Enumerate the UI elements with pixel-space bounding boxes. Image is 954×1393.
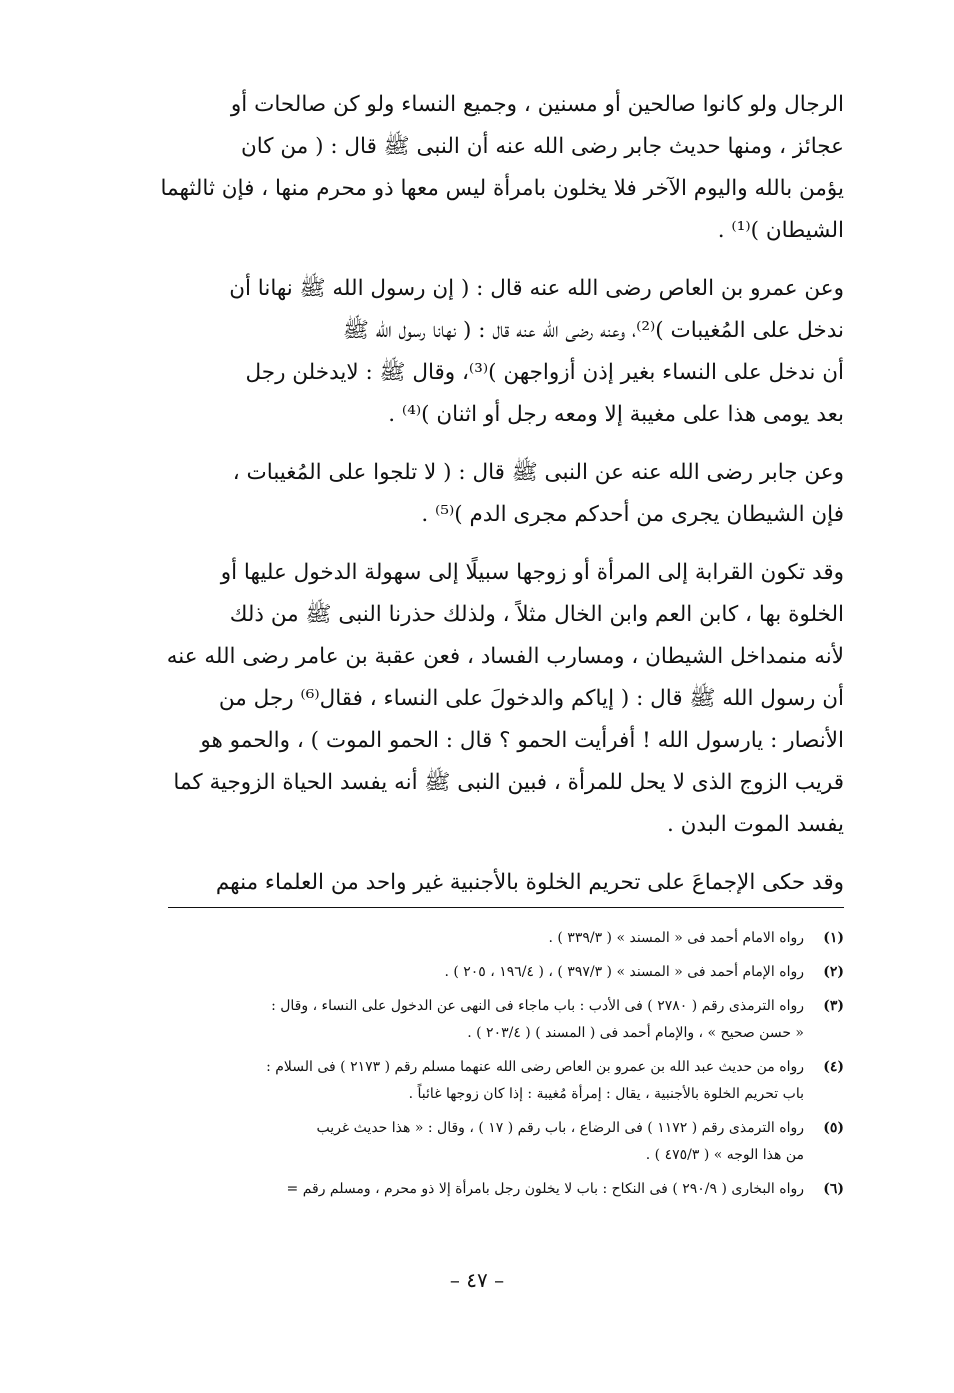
- paragraph-4: [158, 552, 844, 846]
- footnote-text: رواه الترمذى رقم ( ٢٧٨٠ ) فى الأدب : باب ماجاء فى النهى عن الدخول على النساء ، وقال :: [271, 998, 804, 1014]
- text-line: أن ندخل على النساء بغير إذن أزواجهن )⁽³⁾، وقال ﷺ : لايدخلن رجل: [245, 360, 844, 385]
- footnote-text: رواه الإمام أحمد فى « المسند » ( ٣٩٧/٣ ) ، ( ١٩٦/٤ ، ٢٠٥ ) .: [444, 964, 804, 980]
- paragraph-5: [158, 862, 844, 904]
- text-line: الشيطان )⁽¹⁾ .: [717, 218, 844, 243]
- text-line: يفسد الموت البدن .: [666, 812, 844, 837]
- text-line: قريب الزوج الذى لا يحل للمرأة ، فبين النبى ﷺ أنه يفسد الحياة الزوجية كما: [173, 770, 844, 795]
- footnote-4: [150, 1054, 844, 1108]
- footnote-2: [150, 959, 844, 986]
- text-line: يؤمن بالله واليوم الآخر فلا يخلون بامرأة ليس معها ذو محرم منها ، فإن ثالثهما: [160, 176, 844, 201]
- text-line: فإن الشيطان يجرى من أحدكم مجرى الدم )⁽⁵⁾ .: [421, 502, 844, 527]
- text-line: بعد يومى هذا على مغيبة إلا ومعه رجل أو اثنان )⁽⁴⁾ .: [388, 402, 844, 427]
- text-line: وعن عمرو بن العاص رضى الله عنه قال : ( إن رسول الله ﷺ نهانا أن: [229, 276, 844, 301]
- footnote-number: (٢): [823, 964, 844, 980]
- text-line: الرجال ولو كانوا صالحين أو مسنين ، وجميع النساء ولو كن صالحات أو: [230, 92, 844, 117]
- footnote-5: [150, 1115, 844, 1169]
- text-line: ندخل على المُغيبات )⁽²⁾، وعنه رضى الله عنه قال : ( نهانا رسول الله ﷺ: [342, 318, 844, 343]
- footnote-number: (٣): [823, 998, 844, 1014]
- footnote-number: (٥): [823, 1120, 844, 1136]
- footnote-number: (٤): [823, 1059, 844, 1075]
- footnote-1: [150, 925, 844, 952]
- footnote-text: باب تحريم الخلوة بالأجنبية ، يقال : إمرأة مُغيبة : إذا كان زوجها غائباً .: [408, 1086, 804, 1102]
- footnote-text: رواه الترمذى رقم ( ١١٧٢ ) فى الرضاع ، باب رقم ( ١٧ ) ، وقال : « هذا حديث غريب: [316, 1120, 804, 1136]
- main-text: [158, 84, 844, 920]
- text-line: الأنصار : يارسول الله ! أفرأيت الحمو ؟ قال : الحمو الموت ) ، والحمو هو: [200, 728, 844, 753]
- footnote-3: [150, 993, 844, 1047]
- text-line: وقد تكون القرابة إلى المرأة أو زوجها سبيلًا إلى سهولة الدخول عليها أو: [220, 560, 844, 585]
- footnote-text: رواه البخارى ( ٢٩٠/٩ ) فى النكاح : باب لا يخلون رجل بامرأة إلا ذو محرم ، ومسلم رقم =: [286, 1181, 804, 1197]
- footnote-number: (١): [823, 930, 844, 946]
- footnote-text: رواه الامام أحمد فى « المسند » ( ٣٣٩/٣ ) .: [548, 930, 804, 946]
- text-line: أن رسول الله ﷺ قال : ( إياكم والدخولَ على النساء ، فقال⁽⁶⁾ رجل من: [218, 686, 844, 711]
- footnote-number: (٦): [823, 1181, 844, 1197]
- footnote-text: رواه من حديث عبد الله بن عمرو بن العاص رضى الله عنهما مسلم رقم ( ٢١٧٣ ) فى السلام :: [266, 1059, 804, 1075]
- text-line: لأنه منمداخل الشيطان ، ومسارب الفساد ، فعن عقبة بن عامر رضى الله عنه: [166, 644, 844, 669]
- footnote-text: من هذا الوجه » ( ٤٧٥/٣ ) .: [645, 1147, 804, 1163]
- footnote-6: [150, 1176, 844, 1203]
- footnote-divider: [168, 907, 844, 908]
- footnote-text: « حسن صحيح » ، والإمام أحمد فى ( المسند ) ( ٢٠٣/٤ ) .: [467, 1025, 804, 1041]
- text-line: عجائز ، ومنها حديث جابر رضى الله عنه أن النبى ﷺ قال : ( من كان: [240, 134, 844, 159]
- paragraph-2: [158, 268, 844, 436]
- text-line: وقد حكى الإجماعَ على تحريم الخلوة بالأجنبية غير واحد من العلماء منهم: [215, 870, 844, 895]
- paragraph-1: [158, 84, 844, 252]
- footnotes: [150, 925, 844, 1210]
- paragraph-3: [158, 452, 844, 536]
- text-line: الخلوة بها ، كابن العم وابن الخال مثلاً ، ولذلك حذرنا النبى ﷺ من ذلك: [229, 602, 844, 627]
- text-line: وعن جابر رضى الله عنه عن النبى ﷺ قال : ( لا تلجوا على المُغيبات ،: [232, 460, 844, 485]
- page-number: – ٤٧ –: [449, 1268, 505, 1292]
